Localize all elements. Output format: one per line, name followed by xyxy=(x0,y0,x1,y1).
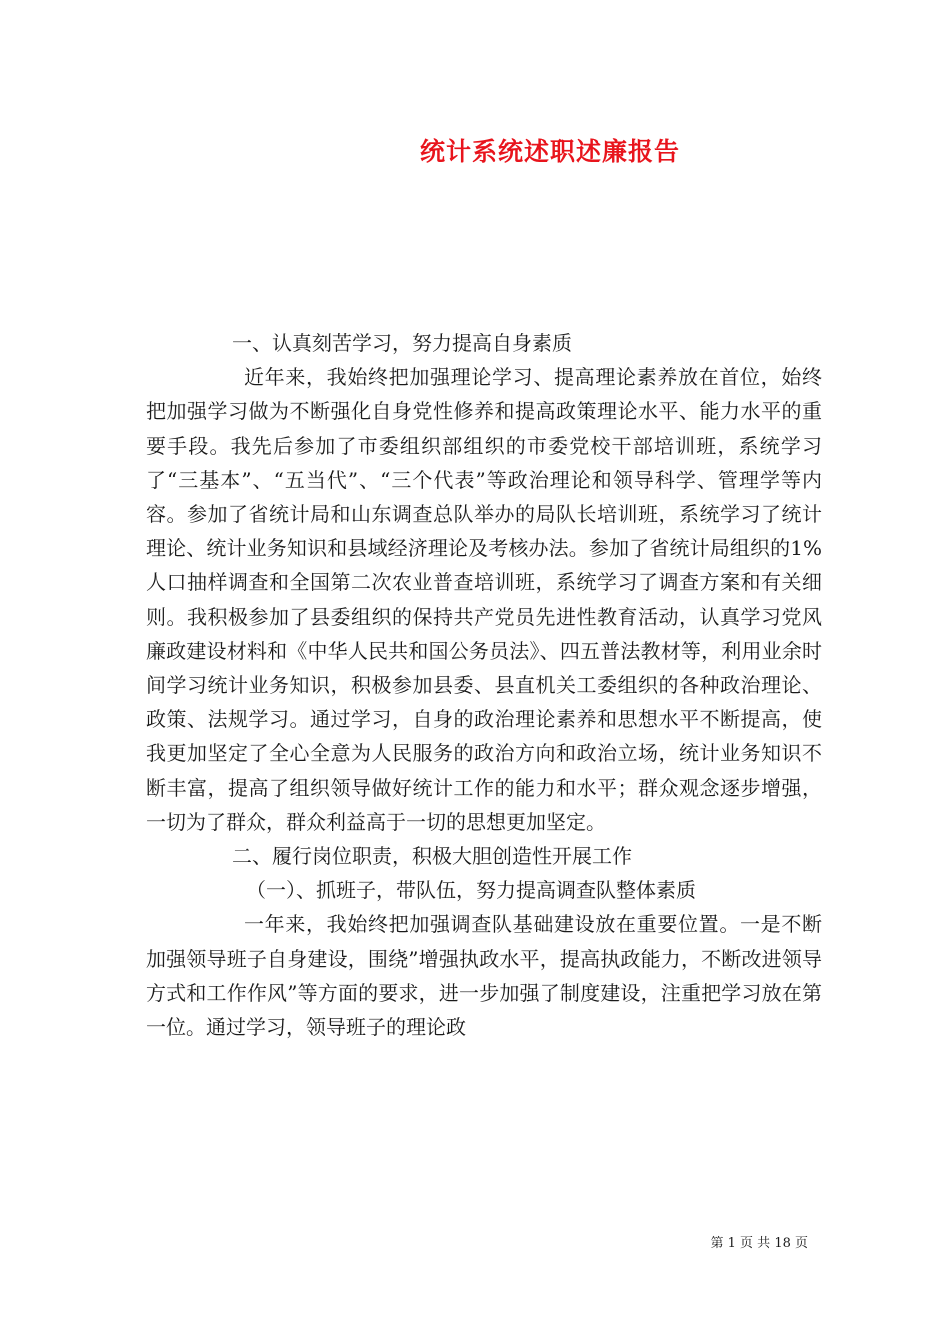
page-number: 第 1 页 共 18 页 xyxy=(710,1236,808,1251)
section1-paragraph: 近年来，我始终把加强理论学习、提高理论素养放在首位，始终把加强学习做为不断强化自身党性修养和提高政策理论水平、能力水平的重要手段。我先后参加了市委组织部组织的市委党校干部培训班，系统学习了“三基本”、“五当代”、“三个代表”等政治理论和领导科学、管理学等内容。参加了省统计局和山东调查总队举办的局队长培训班，系统学习了统计理论、统计业务知识和县域经济理论及考核办法。参加了省统计局组织的1%人口抽样调查和全国第二次农业普查培训班，系统学习了调查方案和有关细则。我积极参加了县委组织的保持共产党员先进性教育活动，认真学习党风廉政建设材料和《中华人民共和国公务员法》、四五普法教材等，利用业余时间学习统计业务知识，积极参加县委、县直机关工委组织的各种政治理论、政策、法规学习。通过学习，自身的政治理论素养和思想水平不断提高，使我更加坚定了全心全意为人民服务的政治方向和政治立场，统计业务知识不断丰富，提高了组织领导做好统计工作的能力和水平；群众观念逐步增强，一切为了群众，群众利益高于一切的思想更加坚定。 xyxy=(146,365,822,834)
section2-subheading: （一）、抓班子，带队伍，努力提高调查队整体素质 xyxy=(246,878,696,903)
section2-paragraph: 一年来，我始终把加强调查队基础建设放在重要位置。一是不断加强领导班子自身建设，围绕”增强执政水平，提高执政能力，不断改进领导方式和工作作风”等方面的要求，进一步加强了制度建设，注重把学习放在第一位。通过学习，领导班子的理论政 xyxy=(146,912,822,1040)
document-title: 统计系统述职述廉报告 xyxy=(419,137,680,166)
section1-heading: 一、认真刻苦学习，努力提高自身素质 xyxy=(232,331,572,355)
document-body xyxy=(146,326,822,1044)
section2-heading: 二、履行岗位职责，积极大胆创造性开展工作 xyxy=(232,844,632,869)
